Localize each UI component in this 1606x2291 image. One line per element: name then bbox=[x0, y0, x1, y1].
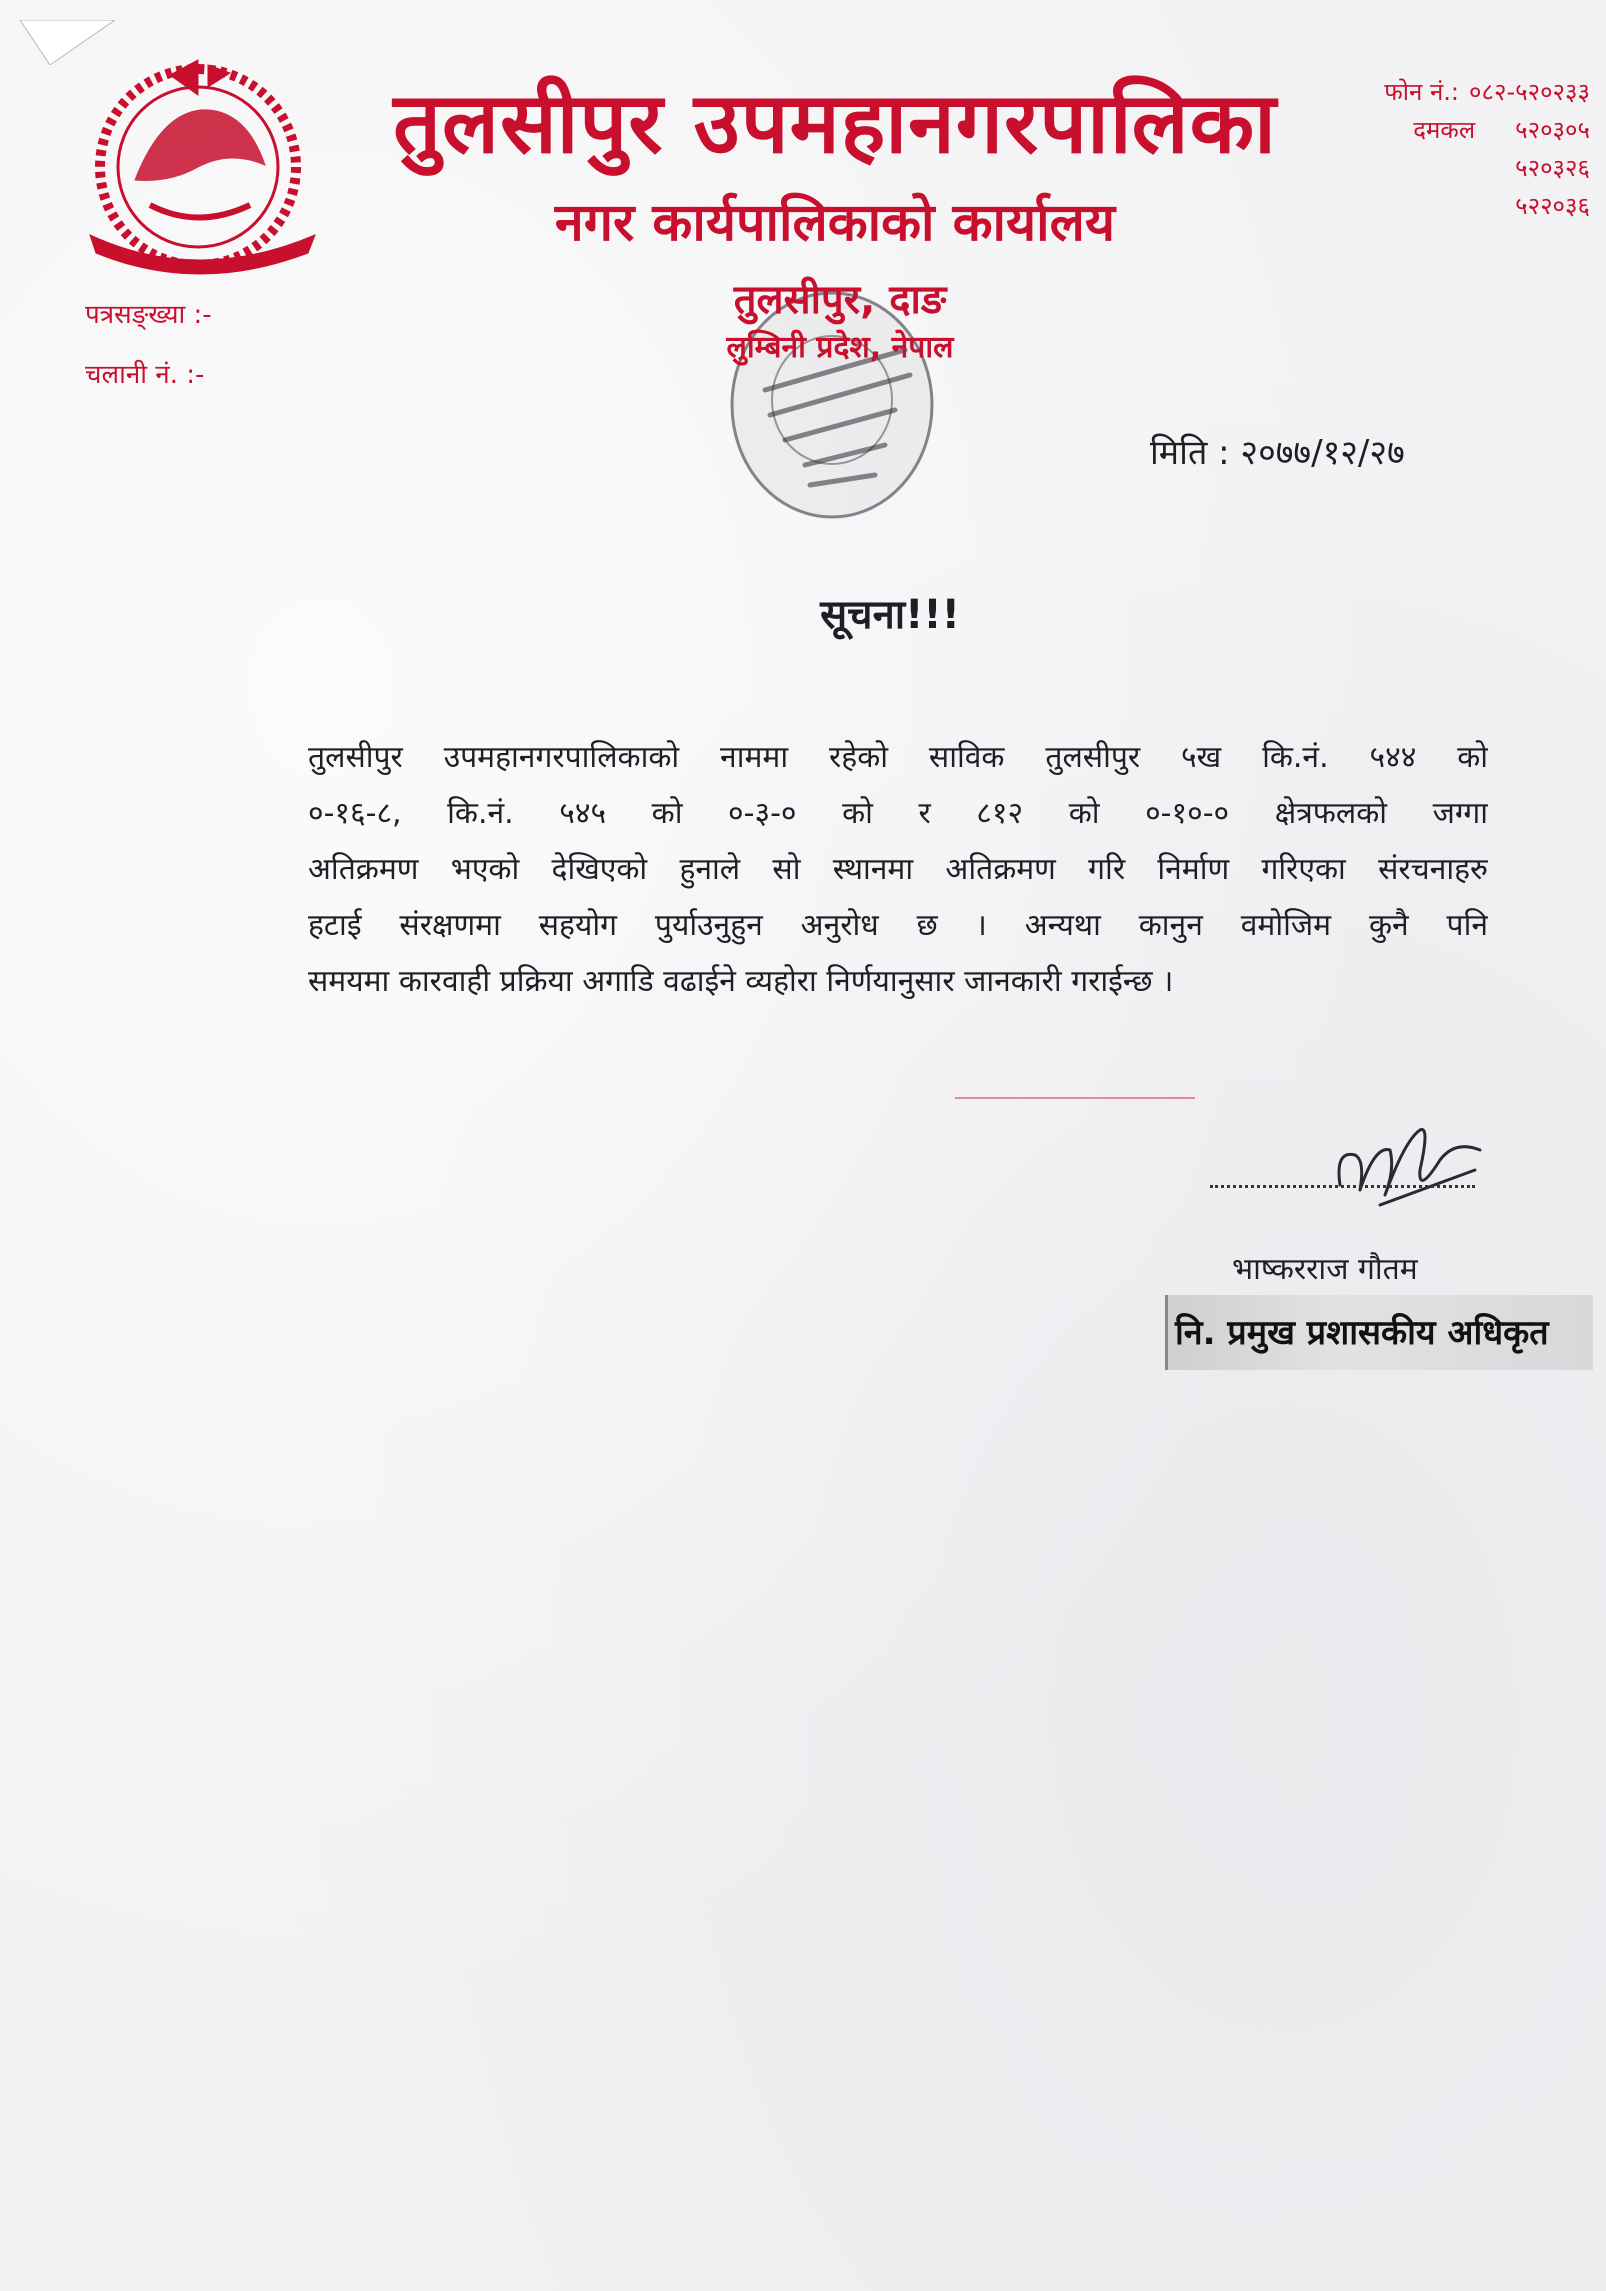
notice-line: ०-१६-८, कि.नं. ५४५ को ०-३-० को र ८१२ को ०-१०-० क्षेत्रफलको जग्गा bbox=[308, 796, 1488, 831]
fire-label: दमकल bbox=[1413, 115, 1476, 144]
notice-line: अतिक्रमण भएको देखिएको हुनाले सो स्थानमा अतिक्रमण गरि निर्माण गरिएका संरचनाहरु bbox=[308, 852, 1488, 887]
phone-number: ०८२-५२०२३३ bbox=[1469, 77, 1590, 106]
notice-body bbox=[308, 730, 1488, 1010]
extra-number-1: ५२०३२६ bbox=[1515, 153, 1590, 182]
stamp-province-line: लुम्बिनी प्रदेश, नेपाल bbox=[726, 330, 954, 365]
red-pen-mark bbox=[955, 1097, 1195, 1099]
extra-row-2 bbox=[1320, 186, 1590, 224]
nepal-emblem-icon bbox=[80, 55, 325, 280]
signature-dotted-line bbox=[1210, 1185, 1475, 1188]
notice-line: समयमा कारवाही प्रक्रिया अगाडि वढाईने व्यहोरा निर्णयानुसार जानकारी गराईन्छ । bbox=[308, 964, 1174, 999]
stamp-location-line: तुलसीपुर, दाङ bbox=[733, 277, 947, 323]
notice-line: तुलसीपुर उपमहानगरपालिकाको नाममा रहेको साविक तुलसीपुर ५ख कि.नं. ५४४ को bbox=[308, 740, 1488, 775]
phone-label: फोन नं.: bbox=[1384, 77, 1460, 106]
phone-row bbox=[1320, 72, 1590, 110]
handwritten-signature bbox=[1320, 1110, 1490, 1210]
notice-title: सूचना!!! bbox=[820, 592, 960, 638]
extra-number-2: ५२२०३६ bbox=[1515, 191, 1590, 220]
notice-line: हटाई संरक्षणमा सहयोग पुर्याउनुहुन अनुरोध छ । अन्यथा कानुन वमोजिम कुनै पनि bbox=[308, 908, 1488, 943]
fire-number: ५२०३०५ bbox=[1515, 115, 1590, 144]
fire-row bbox=[1320, 110, 1590, 148]
letter-number-label: पत्रसङ्ख्या :- bbox=[85, 300, 212, 330]
org-name: तुलसीपुर उपमहानगरपालिका bbox=[393, 74, 1277, 172]
signatory-name: भाष्करराज गौतम bbox=[1232, 1252, 1418, 1287]
extra-row-1 bbox=[1320, 148, 1590, 186]
contact-block bbox=[1320, 72, 1590, 224]
issue-date: मिति : २०७७/१२/२७ bbox=[1150, 433, 1405, 473]
office-name: नगर कार्यपालिकाको कार्यालय bbox=[554, 193, 1116, 253]
signatory-designation: नि. प्रमुख प्रशासकीय अधिकृत bbox=[1175, 1313, 1549, 1353]
dispatch-number-label: चलानी नं. :- bbox=[85, 360, 205, 390]
